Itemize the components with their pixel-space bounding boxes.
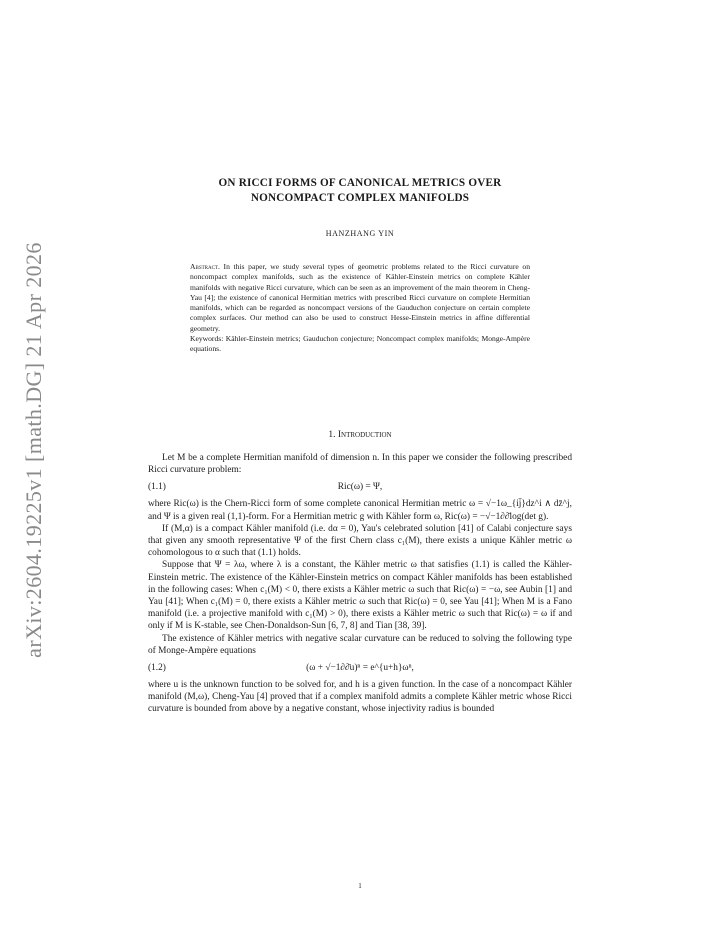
arxiv-side-identifier [14, 242, 54, 658]
author-name: HANZHANG YIN [325, 229, 395, 238]
arxiv-id-text: arXiv:2604.19225v1 [math.DG] 21 Apr 2026 [21, 242, 46, 658]
paragraph-6: where u is the unknown function to be solved for, and h is a given function. In the case of a noncompact Kähler manifold (M,ω), Cheng-Yau [4] proved that if a complex manifold admits a complete Kähler metric whose Ricci curvature is bounded from above by a negative constant, whose injectivity radius is bounded [148, 680, 572, 715]
abstract-text: In this paper, we study several types of geometric problems related to the Ricci curvature on noncompact complex manifolds, such as the existence of Kähler-Einstein metrics on complete Kähler manifolds with negative Ricci curvature, which can be seen as an improvement of the main theorem in Cheng-Yau [4]; the existence of canonical Hermitian metrics with prescribed Ricci curvature on complete Hermitian manifolds, which can be regarded as noncompact versions of the Gauduchon conjecture on certain complete complex surfaces. Our method can also be used to construct Hesse-Einstein metrics in affine differential geometry. [190, 262, 530, 333]
title-line-1: ON RICCI FORMS OF CANONICAL METRICS OVER [218, 177, 502, 189]
paper-title [150, 176, 570, 206]
paragraph-4: Suppose that Ψ = λω, where λ is a constant, the Kähler metric ω that satisfies (1.1) is called the Kähler-Einstein metric. The existence of the Kähler-Einstein metrics on compact Kähler manifolds has been established in the following cases: When c₁(M) < 0, there exists a Kähler metric ω such that Ric(ω) = −ω, see Aubin [1] and Yau [41]; When c₁(M) = 0, there exists a Kähler metric ω such that Ric(ω) = 0, see Yau [41]; When M is a Fano manifold (i.e. a projective manifold with c₁(M) > 0), there exists a Kähler metric ω such that Ric(ω) = ω if and only if M is K-stable, see Chen-Donaldson-Sun [6, 7, 8] and Tian [38, 39]. [148, 560, 572, 632]
body-text [148, 452, 572, 716]
paragraph-5: The existence of Kähler metrics with negative scalar curvature can be reduced to solving the following type of Monge-Ampère equations [148, 633, 572, 656]
equation-number: (1.2) [148, 662, 166, 673]
keywords: Keywords: Kähler-Einstein metrics; Gauduchon conjecture; Noncompact complex manifolds; Monge-Ampère equations. [190, 333, 530, 353]
equation-content: Ric(ω) = Ψ, [337, 482, 383, 493]
paragraph-3: If (M,α) is a compact Kähler manifold (i.e. dα = 0), Yau's celebrated solution [41] of Calabi conjecture says that given any smooth representative Ψ of the first Chern class c₁(M), there exists a unique Kähler metric ω cohomologous to α such that (1.1) holds. [148, 523, 572, 559]
abstract-label: Abstract. [190, 262, 220, 271]
equation-1-1 [148, 478, 572, 496]
title-line-2: NONCOMPACT COMPLEX MANIFOLDS [250, 192, 470, 204]
equation-content: (ω + √−1∂∂̄u)ⁿ = e^{u+h}ωⁿ, [306, 662, 414, 673]
paragraph-1: Let M be a complete Hermitian manifold of dimension n. In this paper we consider the following prescribed Ricci curvature problem: [148, 453, 572, 476]
equation-number: (1.1) [148, 482, 166, 493]
abstract-paragraph [190, 262, 530, 334]
section-heading: 1. Introduction [328, 430, 392, 440]
paragraph-2: where Ric(ω) is the Chern-Ricci form of some complete canonical Hermitian metric ω = √−1ω_{ij̄}dz^i ∧ dz̄^j, and Ψ is a given real (1,1)-form. For a Hermitian metric g with Kähler form ω, Ric(ω) = −√−1∂∂̄log(det g). [148, 499, 572, 522]
equation-1-2 [148, 659, 572, 677]
page-number: 1 [358, 882, 362, 890]
abstract-block [190, 262, 530, 354]
